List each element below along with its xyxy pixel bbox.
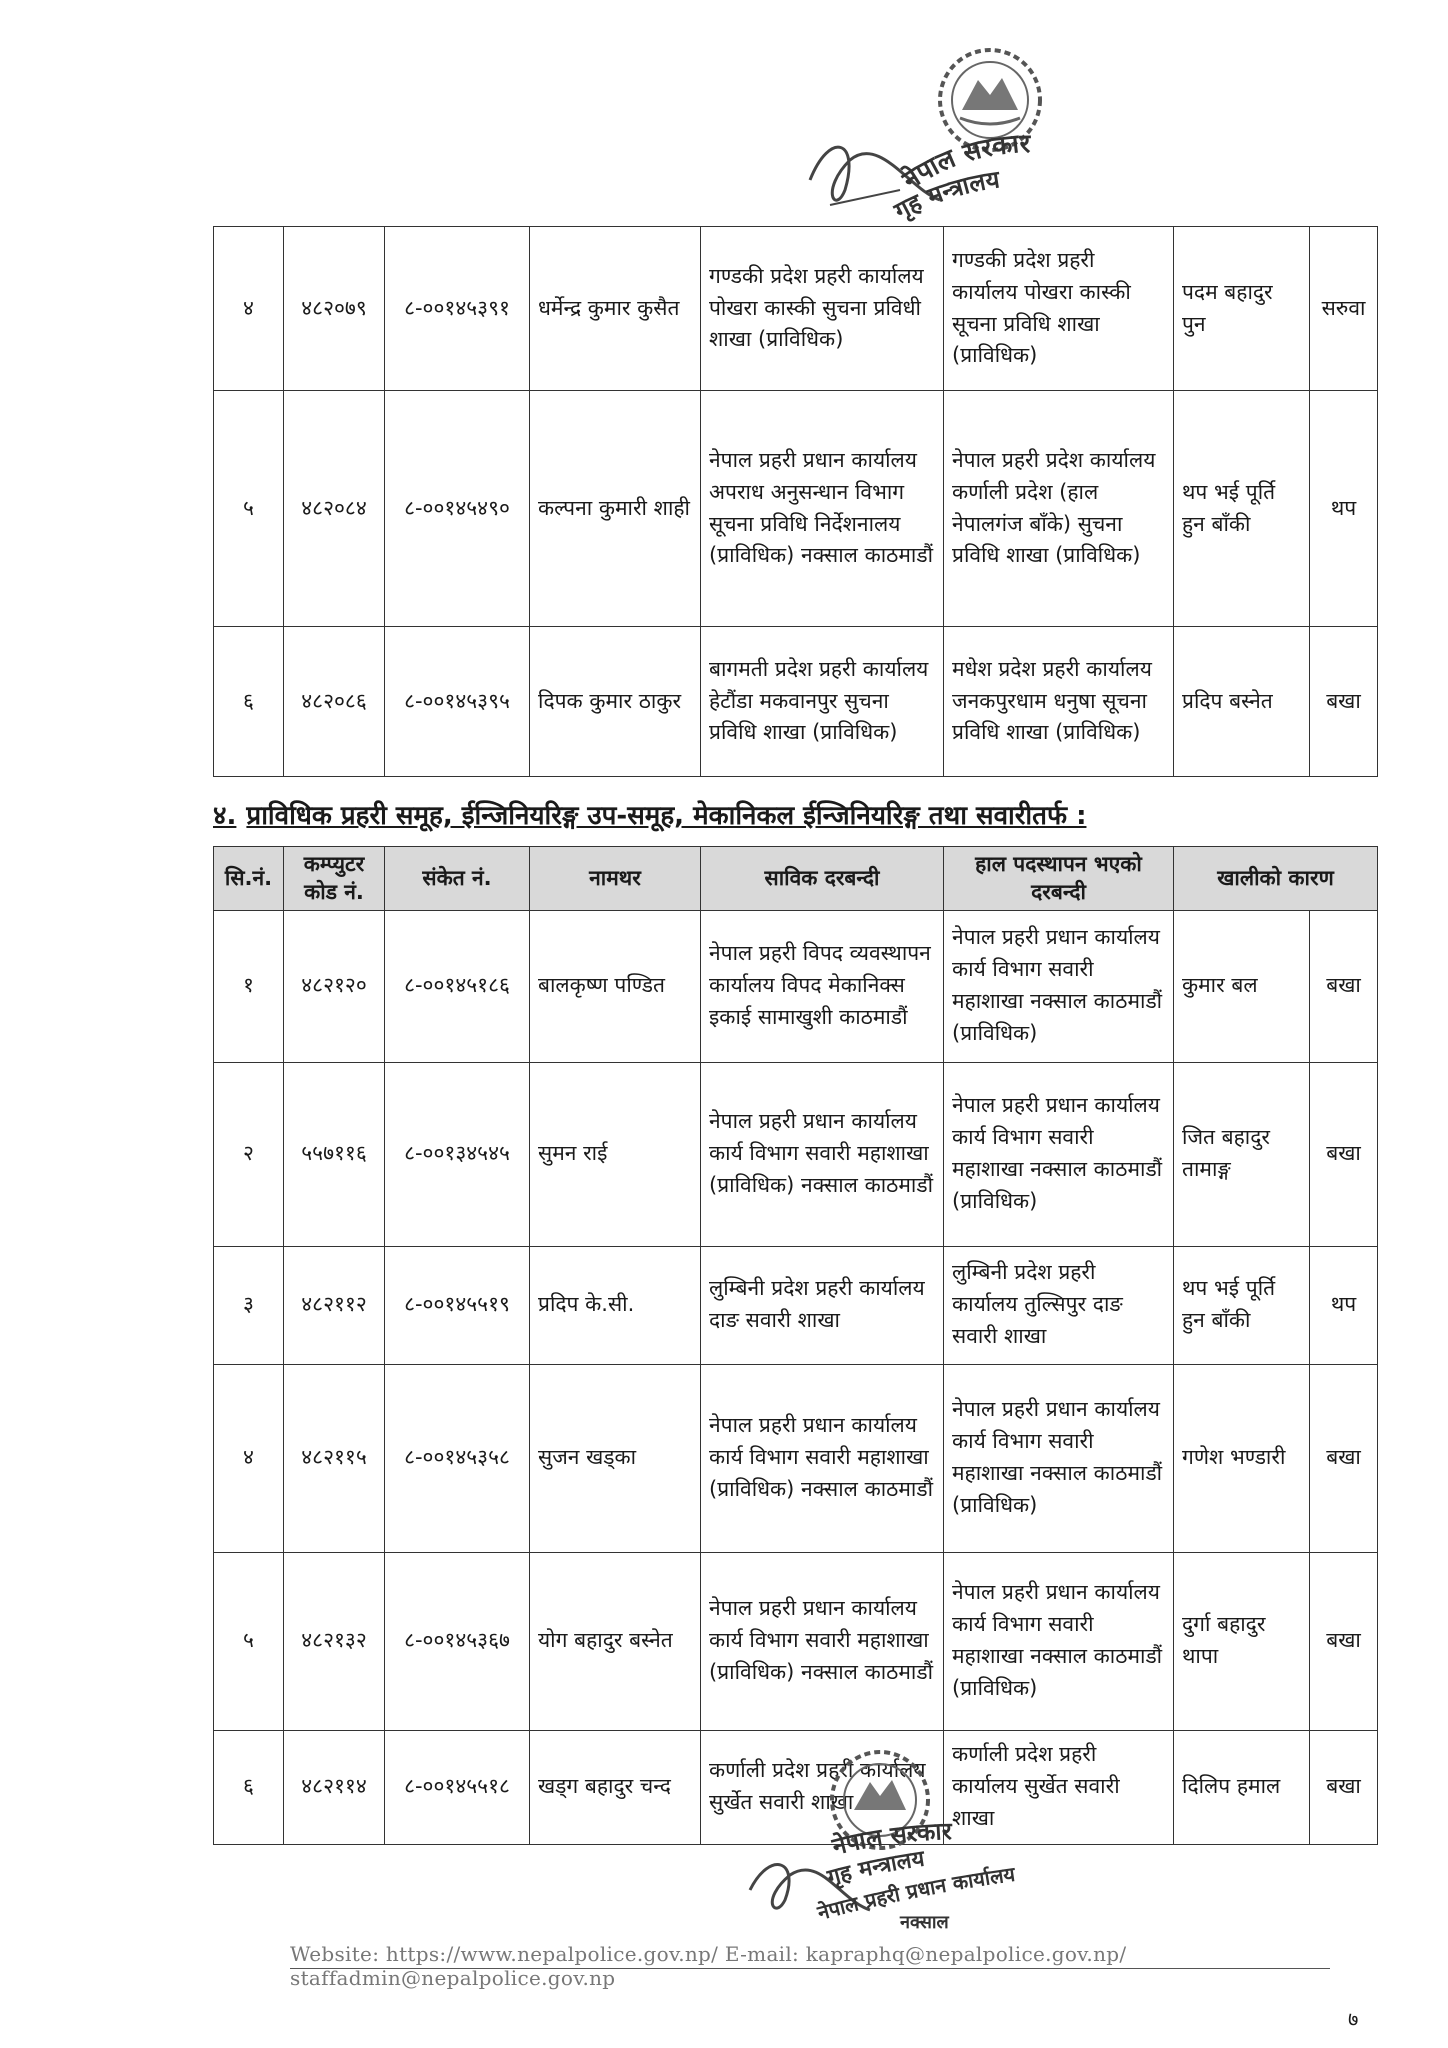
- section-heading: [213, 796, 1086, 832]
- row-computer-code: ४८२१२०: [284, 910, 385, 1062]
- seal-bottom-line-3: नेपाल प्रहरी प्रधान कार्यालय: [814, 1861, 1017, 1925]
- header-code: कम्प्युटर कोड नं.: [284, 847, 385, 911]
- row-serial-number: १: [214, 910, 284, 1062]
- row-current-post: नेपाल प्रहरी प्रधान कार्यालय कार्य विभाग सवारी महाशाखा नक्साल काठमाडौं (प्राविधिक): [944, 1552, 1174, 1730]
- seal-line-2: गृह मन्त्रालय: [889, 165, 1002, 226]
- row-vacancy-reason: बखा: [1310, 1730, 1378, 1844]
- row-previous-post: कर्णाली प्रदेश प्रहरी कार्यालय सुर्खेत सवारी शाखा: [701, 1730, 944, 1844]
- official-seal-top: [790, 40, 1120, 240]
- row-name: खड्ग बहादुर चन्द: [530, 1730, 701, 1844]
- row-previous-post: नेपाल प्रहरी प्रधान कार्यालय कार्य विभाग सवारी महाशाखा (प्राविधिक) नक्साल काठमाडौं: [701, 1552, 944, 1730]
- header-sn: सि.नं.: [214, 847, 284, 911]
- seal-line-1: नेपाल सरकार: [897, 129, 1031, 196]
- row-previous-post: गण्डकी प्रदेश प्रहरी कार्यालय पोखरा कास्की सुचना प्रविधी शाखा (प्राविधिक): [701, 227, 944, 391]
- table-row: [214, 1552, 1378, 1730]
- table-row: [214, 1246, 1378, 1364]
- row-symbol-number: ८-००१४५४९०: [385, 391, 530, 627]
- footer-divider: [290, 1968, 1330, 1969]
- row-name: धर्मेन्द्र कुमार कुसैत: [530, 227, 701, 391]
- row-vacated-by: जित बहादुर तामाङ्ग: [1174, 1062, 1310, 1246]
- row-current-post: नेपाल प्रहरी प्रधान कार्यालय कार्य विभाग सवारी महाशाखा नक्साल काठमाडौं (प्राविधिक): [944, 1364, 1174, 1552]
- footer-contact: Website: https://www.nepalpolice.gov.np/ E-mail: kapraphq@nepalpolice.gov.np/ staffadmin@nepalpolice.gov.np: [290, 1942, 1127, 1990]
- row-previous-post: नेपाल प्रहरी प्रधान कार्यालय कार्य विभाग सवारी महाशाखा (प्राविधिक) नक्साल काठमाडौं: [701, 1062, 944, 1246]
- row-computer-code: ४८२०८४: [284, 391, 385, 627]
- row-symbol-number: ८-००१४५३९१: [385, 227, 530, 391]
- row-serial-number: ४: [214, 1364, 284, 1552]
- row-current-post: नेपाल प्रहरी प्रदेश कार्यालय कर्णाली प्रदेश (हाल नेपालगंज बाँके) सुचना प्रविधि शाखा (प्राविधिक): [944, 391, 1174, 627]
- row-current-post: नेपाल प्रहरी प्रधान कार्यालय कार्य विभाग सवारी महाशाखा नक्साल काठमाडौं (प्राविधिक): [944, 1062, 1174, 1246]
- row-vacancy-reason: बखा: [1310, 1062, 1378, 1246]
- row-current-post: गण्डकी प्रदेश प्रहरी कार्यालय पोखरा कास्की सूचना प्रविधि शाखा (प्राविधिक): [944, 227, 1174, 391]
- row-name: प्रदिप के.सी.: [530, 1246, 701, 1364]
- header-previous: साविक दरबन्दी: [701, 847, 944, 911]
- row-vacancy-reason: सरुवा: [1310, 227, 1378, 391]
- header-name: नामथर: [530, 847, 701, 911]
- row-computer-code: ५५७११६: [284, 1062, 385, 1246]
- row-symbol-number: ८-००१४५१८६: [385, 910, 530, 1062]
- row-current-post: मधेश प्रदेश प्रहरी कार्यालय जनकपुरधाम धनुषा सूचना प्रविधि शाखा (प्राविधिक): [944, 627, 1174, 777]
- row-vacancy-reason: बखा: [1310, 627, 1378, 777]
- section-number: ४.: [213, 801, 237, 831]
- row-symbol-number: ८-००१४५३५८: [385, 1364, 530, 1552]
- row-name: सुमन राई: [530, 1062, 701, 1246]
- table-row: [214, 1364, 1378, 1552]
- row-name: योग बहादुर बस्नेत: [530, 1552, 701, 1730]
- row-serial-number: २: [214, 1062, 284, 1246]
- row-computer-code: ४८२११४: [284, 1730, 385, 1844]
- page-number: ७: [1348, 2007, 1359, 2031]
- table-row: [214, 1062, 1378, 1246]
- row-computer-code: ४८२१३२: [284, 1552, 385, 1730]
- row-serial-number: ६: [214, 1730, 284, 1844]
- row-vacancy-reason: थप: [1310, 1246, 1378, 1364]
- row-symbol-number: ८-००१३४५४५: [385, 1062, 530, 1246]
- row-vacated-by: दिलिप हमाल: [1174, 1730, 1310, 1844]
- header-symbol: संकेत नं.: [385, 847, 530, 911]
- row-vacated-by: गणेश भण्डारी: [1174, 1364, 1310, 1552]
- row-name: कल्पना कुमारी शाही: [530, 391, 701, 627]
- row-vacancy-reason: थप: [1310, 391, 1378, 627]
- row-name: दिपक कुमार ठाकुर: [530, 627, 701, 777]
- row-serial-number: ५: [214, 1552, 284, 1730]
- row-current-post: लुम्बिनी प्रदेश प्रहरी कार्यालय तुल्सिपुर दाङ सवारी शाखा: [944, 1246, 1174, 1364]
- header-current: हाल पदस्थापन भएको दरबन्दी: [944, 847, 1174, 911]
- placement-table-4: [213, 846, 1378, 1845]
- row-previous-post: लुम्बिनी प्रदेश प्रहरी कार्यालय दाङ सवारी शाखा: [701, 1246, 944, 1364]
- row-vacancy-reason: बखा: [1310, 1364, 1378, 1552]
- row-vacated-by: दुर्गा बहादुर थापा: [1174, 1552, 1310, 1730]
- row-symbol-number: ८-००१४५५१९: [385, 1246, 530, 1364]
- row-serial-number: ३: [214, 1246, 284, 1364]
- row-vacated-by: पदम बहादुर पुन: [1174, 227, 1310, 391]
- row-symbol-number: ८-००१४५५१८: [385, 1730, 530, 1844]
- row-computer-code: ४८२११२: [284, 1246, 385, 1364]
- table-row: [214, 391, 1378, 627]
- row-vacated-by: कुमार बल: [1174, 910, 1310, 1062]
- row-computer-code: ४८२११५: [284, 1364, 385, 1552]
- row-previous-post: नेपाल प्रहरी विपद व्यवस्थापन कार्यालय विपद मेकानिक्स इकाई सामाखुशी काठमाडौं: [701, 910, 944, 1062]
- row-vacancy-reason: बखा: [1310, 910, 1378, 1062]
- table-row: [214, 910, 1378, 1062]
- row-previous-post: नेपाल प्रहरी प्रधान कार्यालय कार्य विभाग सवारी महाशाखा (प्राविधिक) नक्साल काठमाडौं: [701, 1364, 944, 1552]
- row-serial-number: ५: [214, 391, 284, 627]
- row-serial-number: ४: [214, 227, 284, 391]
- row-previous-post: नेपाल प्रहरी प्रधान कार्यालय अपराध अनुसन्धान विभाग सूचना प्रविधि निर्देशनालय (प्राविधिक) नक्साल काठमाडौं: [701, 391, 944, 627]
- row-symbol-number: ८-००१४५३६७: [385, 1552, 530, 1730]
- row-name: सुजन खड्का: [530, 1364, 701, 1552]
- seal-bottom-line-2: गृह मन्त्रालय: [824, 1846, 927, 1891]
- table-header-row: [214, 847, 1378, 911]
- row-serial-number: ६: [214, 627, 284, 777]
- table-row: [214, 627, 1378, 777]
- seal-bottom-line-1: नेपाल सरकार: [829, 1817, 953, 1861]
- row-vacated-by: प्रदिप बस्नेत: [1174, 627, 1310, 777]
- row-vacated-by: थप भई पूर्ति हुन बाँकी: [1174, 391, 1310, 627]
- header-reason: खालीको कारण: [1174, 847, 1378, 911]
- section-title: प्राविधिक प्रहरी समूह, ईन्जिनियरिङ्ग उप-समूह, मेकानिकल ईन्जिनियरिङ्ग तथा सवारीतर्फ :: [246, 801, 1087, 831]
- row-vacancy-reason: बखा: [1310, 1552, 1378, 1730]
- row-vacated-by: थप भई पूर्ति हुन बाँकी: [1174, 1246, 1310, 1364]
- row-previous-post: बागमती प्रदेश प्रहरी कार्यालय हेटौंडा मकवानपुर सुचना प्रविधि शाखा (प्राविधिक): [701, 627, 944, 777]
- placement-table-3: [213, 226, 1378, 777]
- row-computer-code: ४८२०८६: [284, 627, 385, 777]
- seal-bottom-line-4: नक्साल: [900, 1912, 949, 1933]
- official-seal-bottom: [740, 1760, 1080, 1933]
- table-row: [214, 227, 1378, 391]
- row-current-post: नेपाल प्रहरी प्रधान कार्यालय कार्य विभाग सवारी महाशाखा नक्साल काठमाडौं (प्राविधिक): [944, 910, 1174, 1062]
- row-name: बालकृष्ण पण्डित: [530, 910, 701, 1062]
- row-symbol-number: ८-००१४५३९५: [385, 627, 530, 777]
- row-computer-code: ४८२०७९: [284, 227, 385, 391]
- row-current-post: कर्णाली प्रदेश प्रहरी कार्यालय सुर्खेत सवारी शाखा: [944, 1730, 1174, 1844]
